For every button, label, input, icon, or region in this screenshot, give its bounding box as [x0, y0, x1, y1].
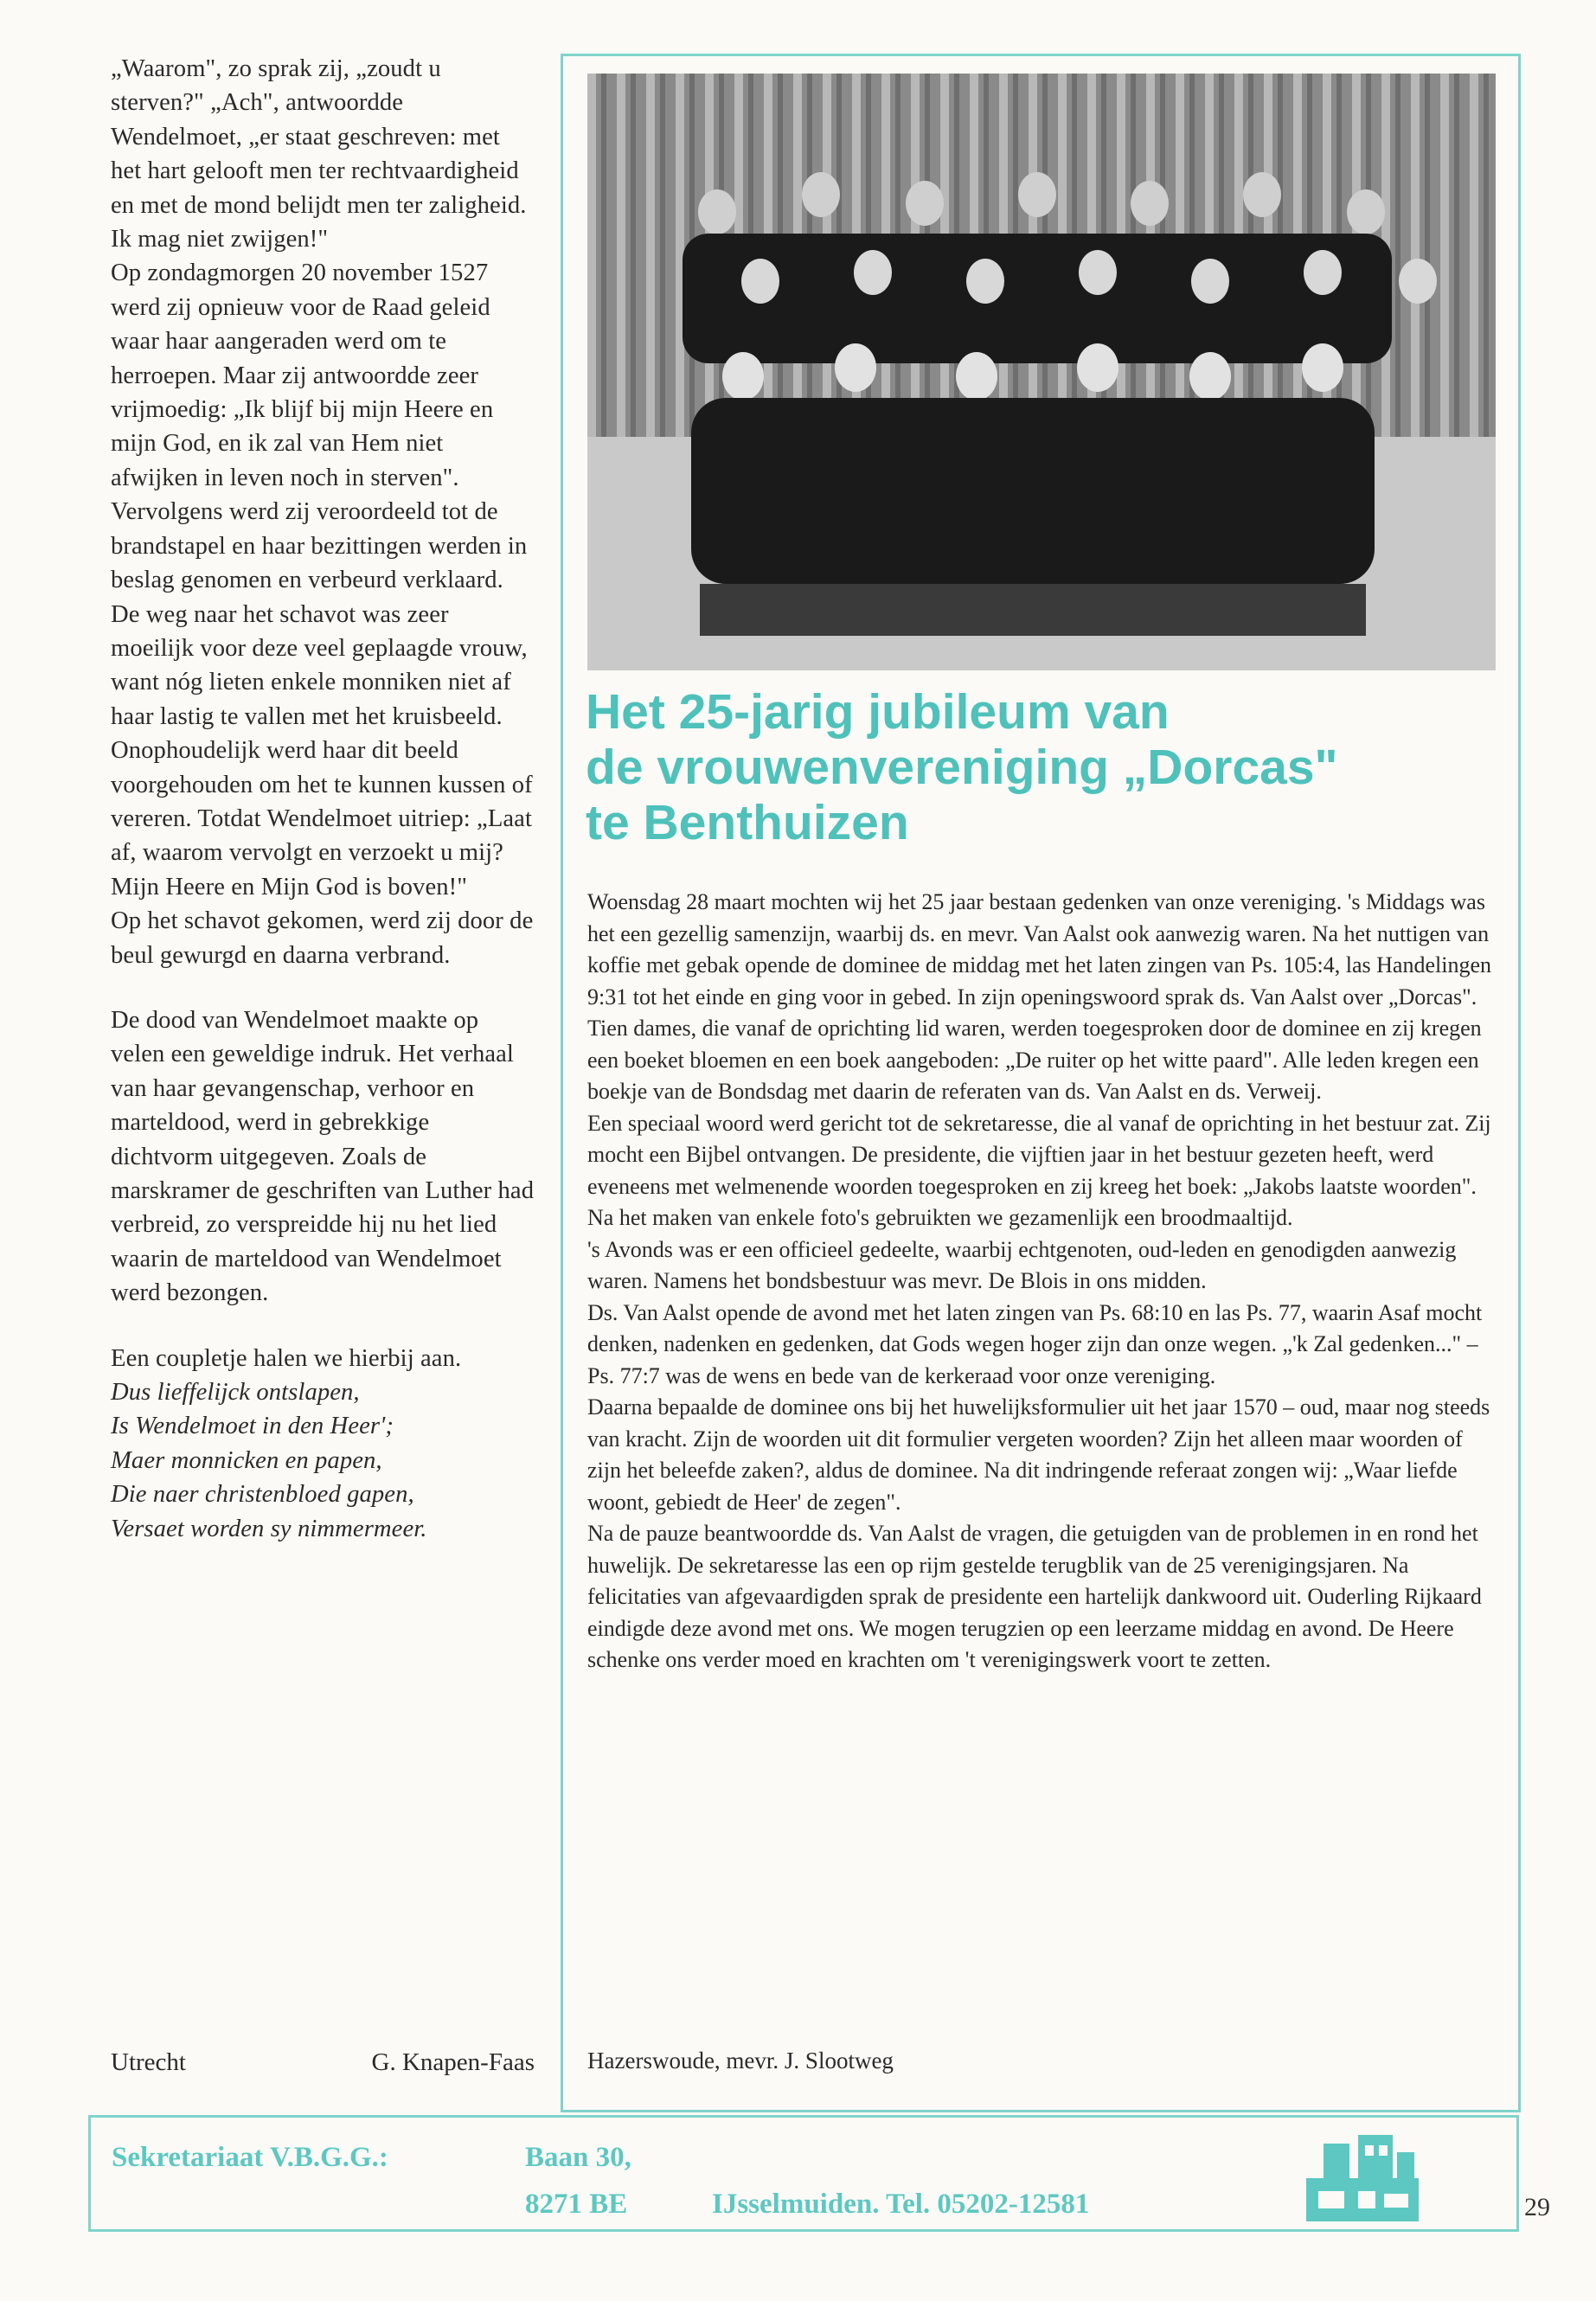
- article-paragraph: Een speciaal woord werd gericht tot de sekretaresse, die al vanaf de oprichting in het bestuur zat. Zij mocht een Bijbel ontvangen. De presidente, die vijftien jaar in het bestuur gezeten heeft, werd eveneens met welmenende woorden toegesproken en zij kreeg het boek: „Jakobs laatste woorden". Na het maken van enkele foto's gebruikten we gezamenlijk een broodmaaltijd.: [587, 1110, 1491, 1230]
- article-paragraph: Tien dames, die vanaf de oprichting lid waren, werden toegesproken door de dominee en zij kregen een boeket bloemen en een boek aangeboden: „De ruiter op het witte paard". Alle leden kregen een boekje van de Bondsdag met daarin de referaten van ds. Van Aalst en ds. Verweij.: [587, 1016, 1482, 1104]
- footer-postcode: 8271 BE: [525, 2189, 628, 2220]
- article-paragraph: Na de pauze beantwoordde ds. Van Aalst de vragen, die getuigden van de problemen in en rond het huwelijk. De sekretaresse las een op rijm gestelde terugblik van de 25 verenigingsjaren. Na felicitaties van afgevaardigden sprak de presidente een hartelijk dankwoord uit. Ouderling Rijkaard eindigde deze avond met ons. We mogen terugzien op een leerzame middag en avond. De Heere schenke ons verder moed en krachten om 't verenigingswerk voort te zetten.: [587, 1521, 1482, 1672]
- poem-line: Dus lieffelijck ontslapen,: [111, 1379, 360, 1407]
- poem-line: Is Wendelmoet in den Heer';: [111, 1413, 394, 1440]
- left-paragraph: Een coupletje halen we hierbij aan.: [111, 1344, 462, 1372]
- footer-address: Baan 30,: [525, 2142, 631, 2173]
- group-photo-image: [587, 74, 1496, 670]
- left-paragraph: „Waarom", zo sprak zij, „zoudt u sterven?" „Ach", antwoordde Wendelmoet, „er staat geschreven: met het hart gelooft men ter rechtvaardigheid en met de mond belijdt men ter zaligheid. Ik mag niet zwijgen!": [111, 55, 527, 253]
- article-paragraph: 's Avonds was er een officieel gedeelte, waarbij echtgenoten, oud-leden en genodigden aanwezig waren. Namens het bondsbestuur was mevr. De Blois in ons midden.: [587, 1236, 1457, 1293]
- footer-box: [88, 2115, 1519, 2232]
- article-paragraph: Woensdag 28 maart mochten wij het 25 jaar bestaan gedenken van onze vereniging. 's Middags was het een gezellig samenzijn, waarbij ds. en mevr. Van Aalst ook aanwezig waren. Na het nuttigen van koffie met gebak opende de dominee de middag met het laten zingen van Ps. 105:4, las Handelingen 9:31 tot het einde en ging voor in gebed. In zijn openingswoord sprak ds. Van Aalst over „Dorcas".: [587, 889, 1492, 1009]
- page-number: 29: [1524, 2193, 1550, 2221]
- poem-line: Die naer christenbloed gapen,: [111, 1481, 414, 1509]
- footer-label: Sekretariaat V.B.G.G.:: [112, 2142, 388, 2173]
- left-paragraph: Op zondagmorgen 20 november 1527 werd zij opnieuw voor de Raad geleid waar haar aangeraden werd om te herroepen. Maar zij antwoordde zeer vrijmoedig: „Ik blijf bij mijn Heere en mijn God, en ik zal van Hem niet afwijken in leven noch in sterven". Vervolgens werd zij veroordeeld tot de brandstapel en haar bezittingen werden in beslag genomen en verbeurd verklaard.: [111, 260, 528, 594]
- article-paragraph: Ds. Van Aalst opende de avond met het laten zingen van Ps. 68:10 en las Ps. 77, waarin Asaf mocht denken, nadenken en gedenken, dat Gods wegen hoger zijn dan onze wegen. „'k Zal gedenken..." – Ps. 77:7 was de wens en bede van de kerkeraad voor onze vereniging.: [587, 1299, 1483, 1388]
- poem-line: Versaet worden sy nimmermeer.: [111, 1515, 427, 1542]
- left-column: [111, 52, 535, 1546]
- article-paragraph: Daarna bepaalde de dominee ons bij het huwelijksformulier uit het jaar 1570 – oud, maar nog steeds van kracht. Zijn de woorden uit dit formulier vergeten woorden? Zijn het alleen maar woorden of zijn het beleefde zaken?, aldus de dominee. Na dit indringende referaat zongen wij: „Waar liefde woont, gebiedt de Heer' de zegen".: [587, 1394, 1490, 1515]
- article-signature: Hazerswoude, mevr. J. Slootweg: [587, 2048, 894, 2073]
- group-photo: [587, 74, 1496, 670]
- poem-line: Maer monnicken en papen,: [111, 1446, 382, 1474]
- left-paragraph: De weg naar het schavot was zeer moeilijk voor deze veel geplaagde vrouw, want nóg lieten enkele monniken niet af haar lastig te vallen met het kruisbeeld. Onophoudelijk werd haar dit beeld voorgehouden om het te kunnen kussen of vereren. Totdat Wendelmoet uitriep: „Laat af, waarom vervolgt en verzoekt u mij? Mijn Heere en Mijn God is boven!": [111, 600, 533, 901]
- article-box: [561, 54, 1521, 2112]
- article-headline: [586, 684, 1503, 850]
- left-paragraph: De dood van Wendelmoet maakte op velen een geweldige indruk. Het verhaal van haar gevangenschap, verhoor en marteldood, werd in gebrekkige dichtvorm uitgegeven. Zoals de marskramer de geschriften van Luther had verbreid, zo verspreidde hij nu het lied waarin de marteldood van Wendelmoet werd bezongen.: [111, 1006, 535, 1307]
- headline-line: de vrouwenvereniging „Dorcas": [586, 740, 1338, 795]
- article-body: [587, 887, 1491, 1676]
- author: G. Knapen-Faas: [371, 2048, 535, 2076]
- left-signature: [111, 2048, 535, 2077]
- poem: [111, 1375, 535, 1546]
- headline-line: te Benthuizen: [586, 795, 909, 850]
- headline-line: Het 25-jarig jubileum van: [586, 684, 1170, 740]
- footer-city-tel: IJsselmuiden. Tel. 05202-12581: [712, 2189, 1090, 2220]
- vbgg-logo-icon: [1298, 2126, 1427, 2228]
- left-paragraph: Op het schavot gekomen, werd zij door de beul gewurgd en daarna verbrand.: [111, 907, 534, 969]
- place: Utrecht: [111, 2048, 186, 2076]
